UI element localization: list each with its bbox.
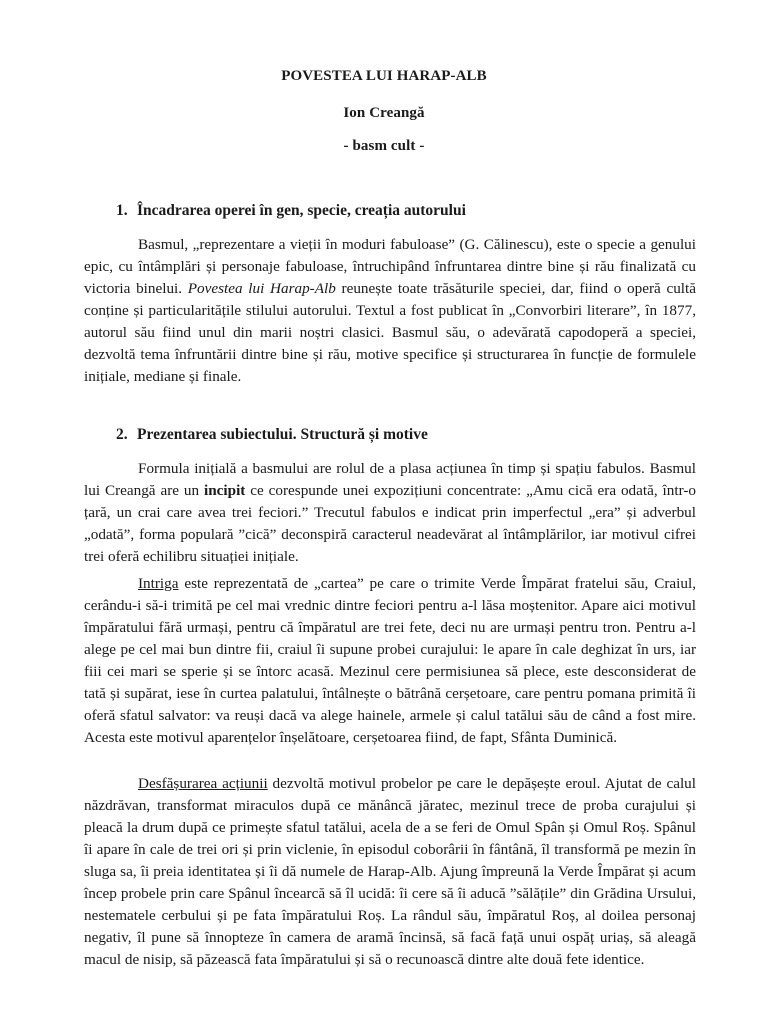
paragraph-4 — [84, 773, 696, 971]
paragraph-2 — [84, 458, 696, 568]
text-span: este reprezentată de „cartea” pe care o trimite Verde Împărat fratelui său, Craiul, cerându-i să-i trimită pe cel mai vrednic dintre feciori pentru a-l lăsa moștenitor. Apare aici motivul împăratului fără urmași, pentru că împăratul are trei fete, deci nu are urmași pentru tron. Pentru a-l alege pe cel mai bun dintre fii, craiul îi supune probei curajului: le apare în cale deghizat în urs, iar fiii cei mari se sperie și se întorc acasă. Mezinul cere permisiunea să plece, este desconsiderat de tată și supărat, iese în curtea palatului, întâlnește o bătrână cerșetoare, care pentru pomana primită îi oferă sfatul salvator: va reuși dacă va alege hainele, armele și calul tatălui său de când a fost mire. Acesta este motivul aparențelor înșelătoare, cerșetoarea fiind, de fapt, Sfânta Duminică. — [84, 575, 696, 746]
paragraph-3 — [84, 573, 696, 749]
document-author: Ion Creangă — [343, 105, 425, 121]
italic-title: Povestea lui Harap-Alb — [187, 280, 336, 297]
underlined-term: Desfășurarea acțiunii — [138, 775, 268, 792]
text-span: reunește toate trăsăturile speciei, dar, fiind o operă cultă conține și particularitățile stilului autorului. Textul a fost publicat în „Convorbiri literare”, în 1877, autorul său fiind unul din marii noștri clasici. Basmul său, o adevărată capodoperă a speciei, dezvoltă tema înfruntării dintre bine și rău, motive specifice și structurarea în funcție de formulele inițiale, mediane și finale. — [84, 280, 696, 385]
text-span: Formula inițială a basmului are rolul de a plasa acțiunea în timp și spațiu fabulos. Basmul lui Creangă are un — [84, 460, 696, 499]
section-heading-2 — [116, 426, 696, 444]
section-heading-text: Prezentarea subiectului. Structură și motive — [137, 426, 428, 443]
text-span: Basmul, „reprezentare a vieții în moduri fabuloase” (G. Călinescu), este o specie a genului epic, cu întâmplări și personaje fabuloase, întruchipând înfruntarea dintre bine și rău finalizată cu victoria binelui. — [84, 236, 696, 297]
text-span: dezvoltă motivul probelor pe care le depășește eroul. Ajutat de calul năzdrăvan, transformat miraculos după ce mănâncă jăratec, mezinul trece de proba curajului și pleacă la drum după ce primește sfatul tatălui, acela de a se feri de Omul Spân și Omul Roș. Spânul îi apare în cale de trei ori și prin viclenie, în episodul coborârii în fântână, îl transformă pe mezin în sluga sa, îi preia identitatea și îi dă numele de Harap-Alb. Ajung împreună la Verde Împărat și acum încep probele prin care Spânul încearcă să îl ucidă: îi cere să îi aducă ”sălățile” din Grădina Ursului, nestematele cerbului și pe fata împăratului Roș. La rândul său, împăratul Roș, al doilea personaj negativ, îl pune să înnopteze în camera de aramă încinsă, să facă față unui ospăț uriaș, să aleagă macul de nisip, să păzească fata împăratului și să o recunoască dintre alte două fete identice. — [84, 775, 696, 968]
section-heading-text: Încadrarea operei în gen, specie, creația autorului — [137, 202, 466, 219]
text-span: ce corespunde unei expozițiuni concentrate: „Amu cică era odată, într-o țară, un crai care avea trei feciori.” Trecutul fabulos e indicat prin imperfectul „era” și adverbul „odată”, forma populară ”cică” deconspiră caracterul neadevărat al întâmplărilor, iar motivul cifrei trei oferă echilibru situației inițiale. — [84, 482, 696, 565]
document-title: POVESTEA LUI HARAP-ALB — [281, 68, 487, 84]
section-number: 1. — [116, 202, 128, 219]
document-genre: - basm cult - — [343, 138, 425, 154]
bold-term: incipit — [204, 482, 246, 499]
underlined-term: Intriga — [138, 575, 179, 592]
paragraph-1 — [84, 234, 696, 388]
section-number: 2. — [116, 426, 128, 443]
section-heading-1 — [116, 202, 696, 220]
